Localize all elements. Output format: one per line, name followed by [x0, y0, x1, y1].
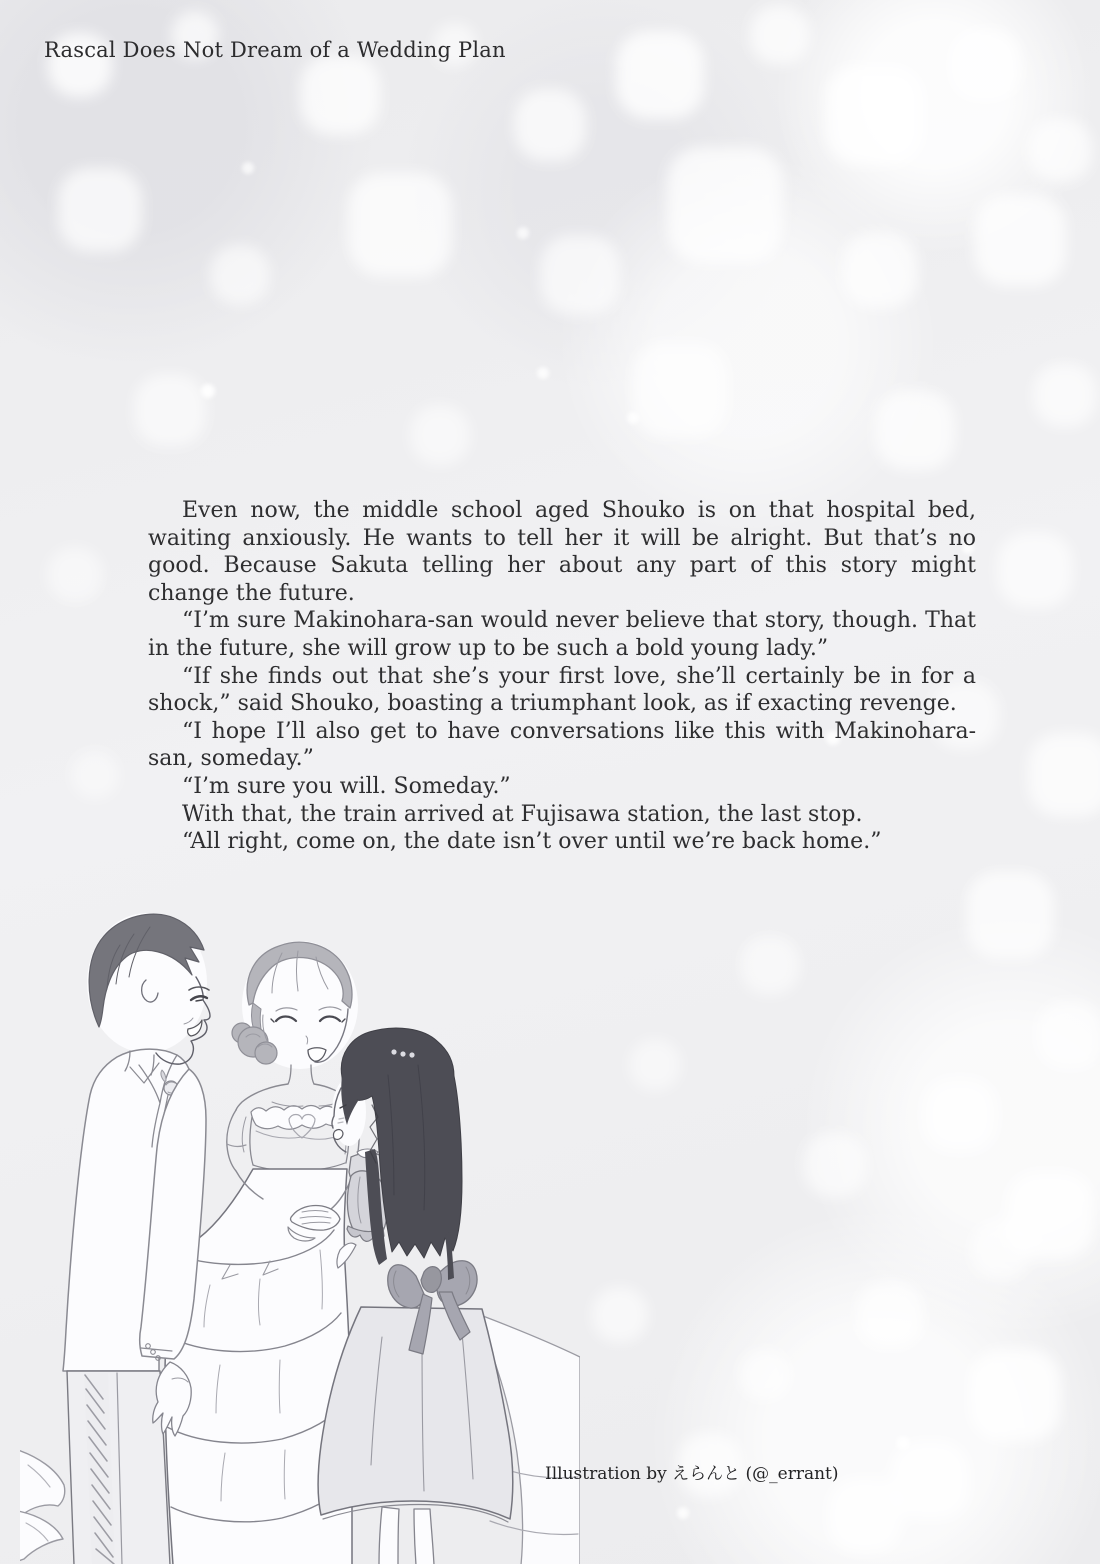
- bokeh-background: [0, 0, 20, 20]
- dress-train: [20, 1450, 65, 1561]
- paragraph: “If she finds out that she’s your first love, she’ll certainly be in for a shock,” said Shouko, boasting a triumphant look, as if exacting revenge.: [148, 663, 976, 717]
- page-title: Rascal Does Not Dream of a Wedding Plan: [44, 38, 506, 62]
- story-text: [148, 497, 976, 856]
- paragraph: “All right, come on, the date isn’t over until we’re back home.”: [182, 829, 882, 855]
- wedding-illustration: [20, 905, 580, 1564]
- paragraph: “I’m sure you will. Someday.”: [182, 773, 511, 799]
- paragraph: “I hope I’ll also get to have conversations like this with Makinohara-san, someday.”: [148, 718, 976, 772]
- paragraph: Even now, the middle school aged Shouko is on that hospital bed, waiting anxiously. He wants to tell her it will be alright. But that’s no good. Because Sakuta telling her about any part of this story might change the future.: [148, 498, 976, 606]
- bokeh-highlight-dots: [0, 0, 6, 6]
- paragraph: “I’m sure Makinohara-san would never believe that story, though. That in the future, she will grow up to be such a bold young lady.”: [148, 608, 976, 661]
- paragraph: With that, the train arrived at Fujisawa station, the last stop.: [182, 801, 863, 827]
- girl-figure: [318, 1028, 580, 1564]
- illustration-credit: Illustration by えらんと (@_errant): [545, 1464, 839, 1484]
